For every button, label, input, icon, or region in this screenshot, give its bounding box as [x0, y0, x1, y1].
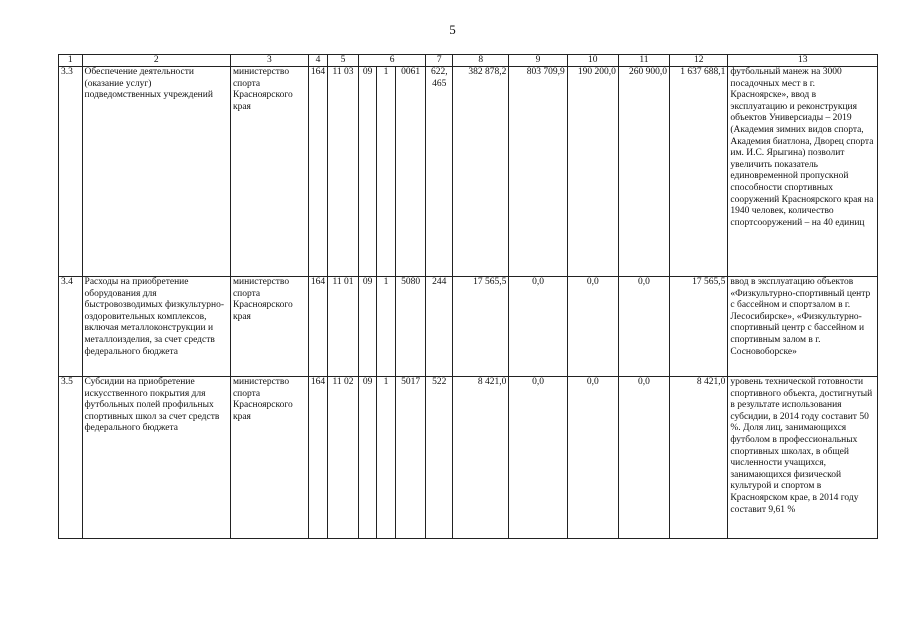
row-result: ввод в эксплуатацию объектов «Физкультурно-спортивный центр с бассейном и спортзалом в г. Лесосибирске», «Физкультурно-спортивный центр с бассейном и спортивным залом в г. Сосновоборске» [728, 277, 878, 377]
header-col-7: 7 [426, 55, 453, 67]
row-total: 17 565,5 [670, 277, 728, 377]
row-csr-subprogram: 1 [377, 277, 395, 377]
row-csr-code: 5080 [395, 277, 426, 377]
row-vr: 522 [426, 377, 453, 539]
row-name: Обеспечение деятельности (оказание услуг) подведомственных учреждений [82, 67, 230, 277]
row-grbs: 164 [308, 377, 327, 539]
header-col-5: 5 [328, 55, 359, 67]
row-value-2014: 8 421,0 [453, 377, 509, 539]
header-row [59, 55, 878, 67]
row-rzpr: 11 01 [328, 277, 359, 377]
row-vr: 622, 465 [426, 67, 453, 277]
row-value-2017: 0,0 [618, 277, 669, 377]
row-csr-program: 09 [358, 277, 376, 377]
row-number: 3.5 [59, 377, 83, 539]
budget-table [58, 54, 878, 539]
header-col-10: 10 [567, 55, 618, 67]
row-value-2017: 260 900,0 [618, 67, 669, 277]
row-agency: министерство спорта Красноярского края [230, 67, 308, 277]
header-col-11: 11 [618, 55, 669, 67]
row-total: 8 421,0 [670, 377, 728, 539]
row-name: Субсидии на приобретение искусственного покрытия для футбольных полей профильных спортивных школ за счет средств федерального бюджета [82, 377, 230, 539]
row-value-2014: 382 878,2 [453, 67, 509, 277]
row-csr-subprogram: 1 [377, 377, 395, 539]
header-col-8: 8 [453, 55, 509, 67]
header-col-6: 6 [358, 55, 426, 67]
header-col-2: 2 [82, 55, 230, 67]
row-csr-program: 09 [358, 67, 376, 277]
header-col-13: 13 [728, 55, 878, 67]
row-value-2016: 0,0 [567, 377, 618, 539]
row-csr-program: 09 [358, 377, 376, 539]
row-grbs: 164 [308, 277, 327, 377]
row-value-2016: 190 200,0 [567, 67, 618, 277]
row-number: 3.4 [59, 277, 83, 377]
header-col-3: 3 [230, 55, 308, 67]
row-value-2017: 0,0 [618, 377, 669, 539]
header-col-4: 4 [308, 55, 327, 67]
row-rzpr: 11 02 [328, 377, 359, 539]
table-row [59, 377, 878, 539]
row-grbs: 164 [308, 67, 327, 277]
row-agency: министерство спорта Красноярского края [230, 277, 308, 377]
row-value-2015: 803 709,9 [509, 67, 567, 277]
row-value-2014: 17 565,5 [453, 277, 509, 377]
row-number: 3.3 [59, 67, 83, 277]
row-csr-subprogram: 1 [377, 67, 395, 277]
header-col-12: 12 [670, 55, 728, 67]
row-vr: 244 [426, 277, 453, 377]
row-csr-code: 5017 [395, 377, 426, 539]
row-value-2015: 0,0 [509, 377, 567, 539]
row-csr-code: 0061 [395, 67, 426, 277]
table-row [59, 67, 878, 277]
header-col-9: 9 [509, 55, 567, 67]
row-result: уровень технической готовности спортивного объекта, достигнутый в результате использования субсидии, в 2014 году составит 50 %. Доля лиц, занимающихся футболом в профессиональных спортивных школах, в общей численности учащихся, занимающихся физической культурой и спортом в Красноярском крае, в 2014 году составит 9,61 % [728, 377, 878, 539]
header-col-1: 1 [59, 55, 83, 67]
row-total: 1 637 688,1 [670, 67, 728, 277]
table-row [59, 277, 878, 377]
row-value-2016: 0,0 [567, 277, 618, 377]
row-name: Расходы на приобретение оборудования для быстровозводимых физкультурно-оздоровительных комплексов, включая металлоконструкции и металлоизделия, за счет средств федерального бюджета [82, 277, 230, 377]
row-agency: министерство спорта Красноярского края [230, 377, 308, 539]
page-number: 5 [449, 22, 456, 37]
row-value-2015: 0,0 [509, 277, 567, 377]
row-rzpr: 11 03 [328, 67, 359, 277]
row-result: футбольный манеж на 3000 посадочных мест в г. Красноярске», ввод в эксплуатацию и реконструкция объектов Универсиады – 2019 (Академия зимних видов спорта, Академия биатлона, Дворец спорта им. И.С. Ярыгина) позволит увеличить показатель единовременной пропускной способности спортивных сооружений Красноярского края на 1940 человек, количество спортсооружений – на 40 единиц [728, 67, 878, 277]
